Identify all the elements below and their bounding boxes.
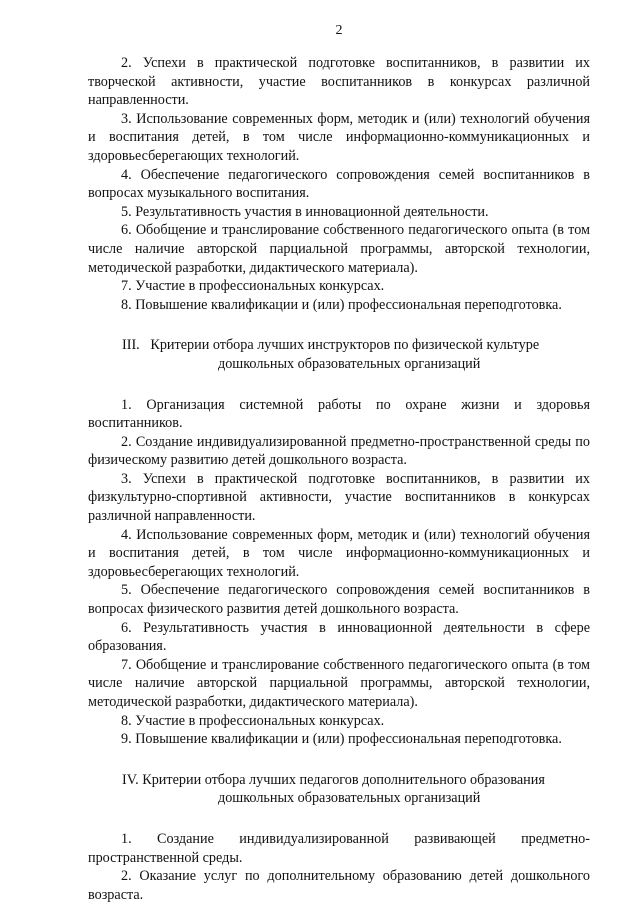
section2-item-7: 7. Участие в профессиональных конкурсах. [121, 278, 385, 295]
section2-item-4: 4. Обеспечение педагогического сопровождения семей воспитанников в вопросах музыкального воспитания. [88, 166, 590, 202]
section2-item-2: 2. Успехи в практической подготовке воспитанников, в развитии их творческой активности, участие воспитанников в конкурсах различной направленности. [88, 55, 590, 109]
section2-item-3: 3. Использование современных форм, методик и (или) технологий обучения и воспитания детей, в том числе информационно-коммуникационных и здоровьесберегающих технологий. [88, 110, 590, 164]
section3-item-9: 9. Повышение квалификации и (или) профессиональная переподготовка. [121, 731, 562, 748]
section3-item-7: 7. Обобщение и транслирование собственного педагогического опыта (в том числе наличие авторской парциальной программы, авторской технологии, методической разработки, дидактического материала). [88, 656, 590, 710]
section2-item-6: 6. Обобщение и транслирование собственного педагогического опыта (в том числе наличие авторской парциальной программы, авторской технологии, методической разработки, дидактического материала). [88, 222, 590, 276]
section3-item-1: 1. Организация системной работы по охране жизни и здоровья воспитанников. [88, 396, 590, 432]
document-page [88, 22, 590, 904]
section4-heading [88, 771, 590, 808]
section3-heading [88, 336, 590, 373]
section4-item-1: 1. Создание индивидуализированной развивающей предметно-пространственной среды. [88, 830, 590, 866]
section3-item-6: 6. Результативность участия в инновационной деятельности в сфере образования. [88, 619, 590, 655]
section2-item-5: 5. Результативность участия в инновационной деятельности. [121, 203, 489, 220]
section4-list [88, 830, 590, 904]
section2-item-8: 8. Повышение квалификации и (или) профессиональная переподготовка. [121, 296, 562, 313]
section3-item-2: 2. Создание индивидуализированной предметно-пространственной среды по физическому развитию детей дошкольного возраста. [88, 433, 590, 469]
section3-item-3: 3. Успехи в практической подготовке воспитанников, в развитии их физкультурно-спортивной активности, участие воспитанников в конкурсах различной направленности. [88, 470, 590, 525]
section4-heading-line1: IV. Критерии отбора лучших педагогов дополнительного образования [122, 771, 545, 788]
section3-item-4: 4. Использование современных форм, методик и (или) технологий обучения и воспитания детей, в том числе информационно-коммуникационных и здоровьесберегающих технологий. [88, 526, 590, 580]
section3-item-8: 8. Участие в профессиональных конкурсах. [121, 712, 385, 729]
section3-list [88, 396, 590, 749]
section2-list [88, 54, 590, 314]
section3-heading-line1: III. Критерии отбора лучших инструкторов по физической культуре [122, 337, 540, 354]
section3-item-5: 5. Обеспечение педагогического сопровождения семей воспитанников в вопросах физического развития детей дошкольного возраста. [88, 582, 590, 618]
section4-heading-line2: дошкольных образовательных организаций [218, 790, 481, 807]
page-number: 2 [335, 23, 343, 38]
section3-heading-line2: дошкольных образовательных организаций [218, 355, 481, 372]
section4-item-2: 2. Оказание услуг по дополнительному образованию детей дошкольного возраста. [88, 868, 590, 903]
